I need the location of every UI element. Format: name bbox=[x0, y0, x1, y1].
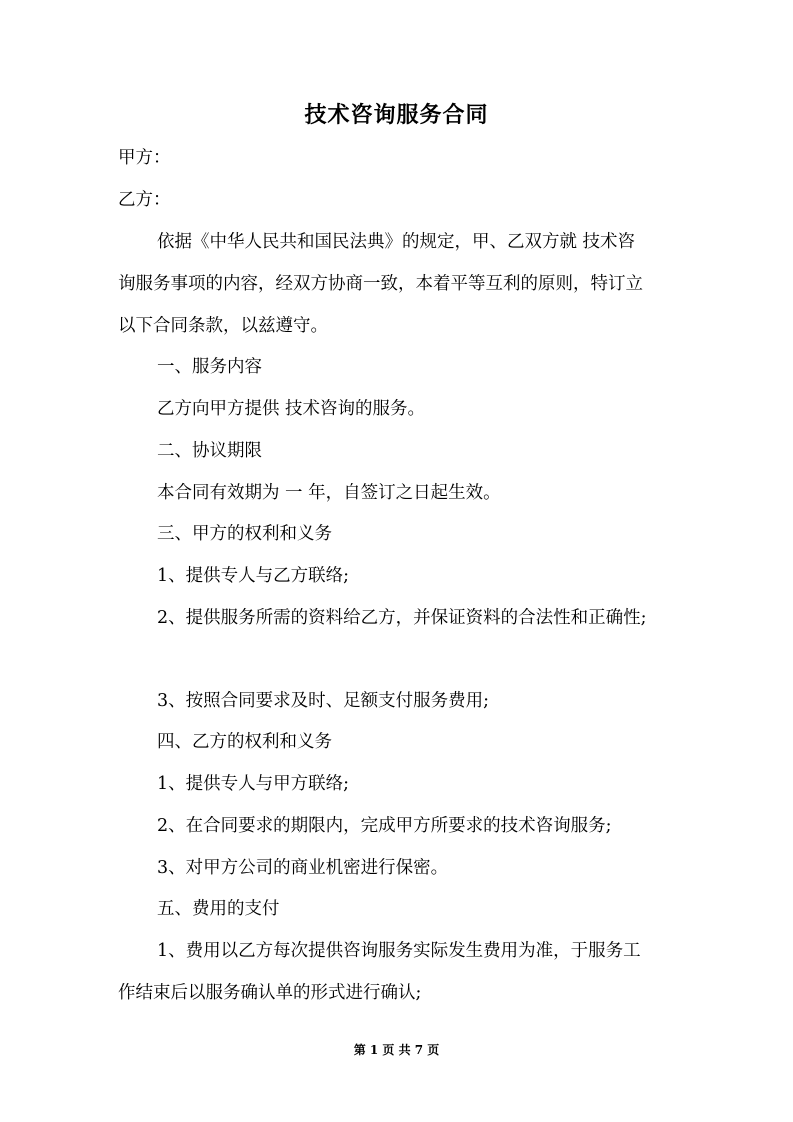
section-5-item-line-1: 1、费用以乙方每次提供咨询服务实际发生费用为准，于服务工 bbox=[157, 941, 641, 961]
document-title: 技术咨询服务合同 bbox=[304, 102, 489, 128]
section-4-item: 3、对甲方公司的商业机密进行保密。 bbox=[157, 858, 449, 878]
section-3-item: 2、提供服务所需的资料给乙方，并保证资料的合法性和正确性; bbox=[157, 608, 647, 628]
section-3-heading: 三、甲方的权利和义务 bbox=[157, 524, 332, 544]
section-4-item: 2、在合同要求的期限内，完成甲方所要求的技术咨询服务; bbox=[157, 816, 612, 836]
party-b-label: 乙方： bbox=[118, 190, 171, 210]
preamble-line-2: 询服务事项的内容，经双方协商一致，本着平等互利的原则，特订立 bbox=[118, 274, 643, 294]
section-1-body: 乙方向甲方提供 技术咨询的服务。 bbox=[157, 399, 426, 419]
preamble-line-3: 以下合同条款，以兹遵守。 bbox=[118, 316, 328, 336]
page-number-footer: 第 1 页 共 7 页 bbox=[353, 1043, 440, 1057]
section-5-heading: 五、费用的支付 bbox=[157, 899, 280, 919]
party-a-label: 甲方： bbox=[118, 148, 171, 168]
section-3-item: 3、按照合同要求及时、足额支付服务费用; bbox=[157, 691, 490, 711]
section-4-heading: 四、乙方的权利和义务 bbox=[157, 732, 332, 752]
section-5-item-line-2: 作结束后以服务确认单的形式进行确认; bbox=[118, 983, 422, 1003]
section-1-heading: 一、服务内容 bbox=[157, 357, 262, 377]
preamble-line-1: 依据《中华人民共和国民法典》的规定，甲、乙双方就 技术咨 bbox=[157, 232, 636, 252]
section-3-item: 1、提供专人与乙方联络; bbox=[157, 566, 350, 586]
section-2-body: 本合同有效期为 一 年，自签订之日起生效。 bbox=[157, 483, 501, 503]
section-4-item: 1、提供专人与甲方联络; bbox=[157, 774, 350, 794]
section-2-heading: 二、协议期限 bbox=[157, 441, 262, 461]
